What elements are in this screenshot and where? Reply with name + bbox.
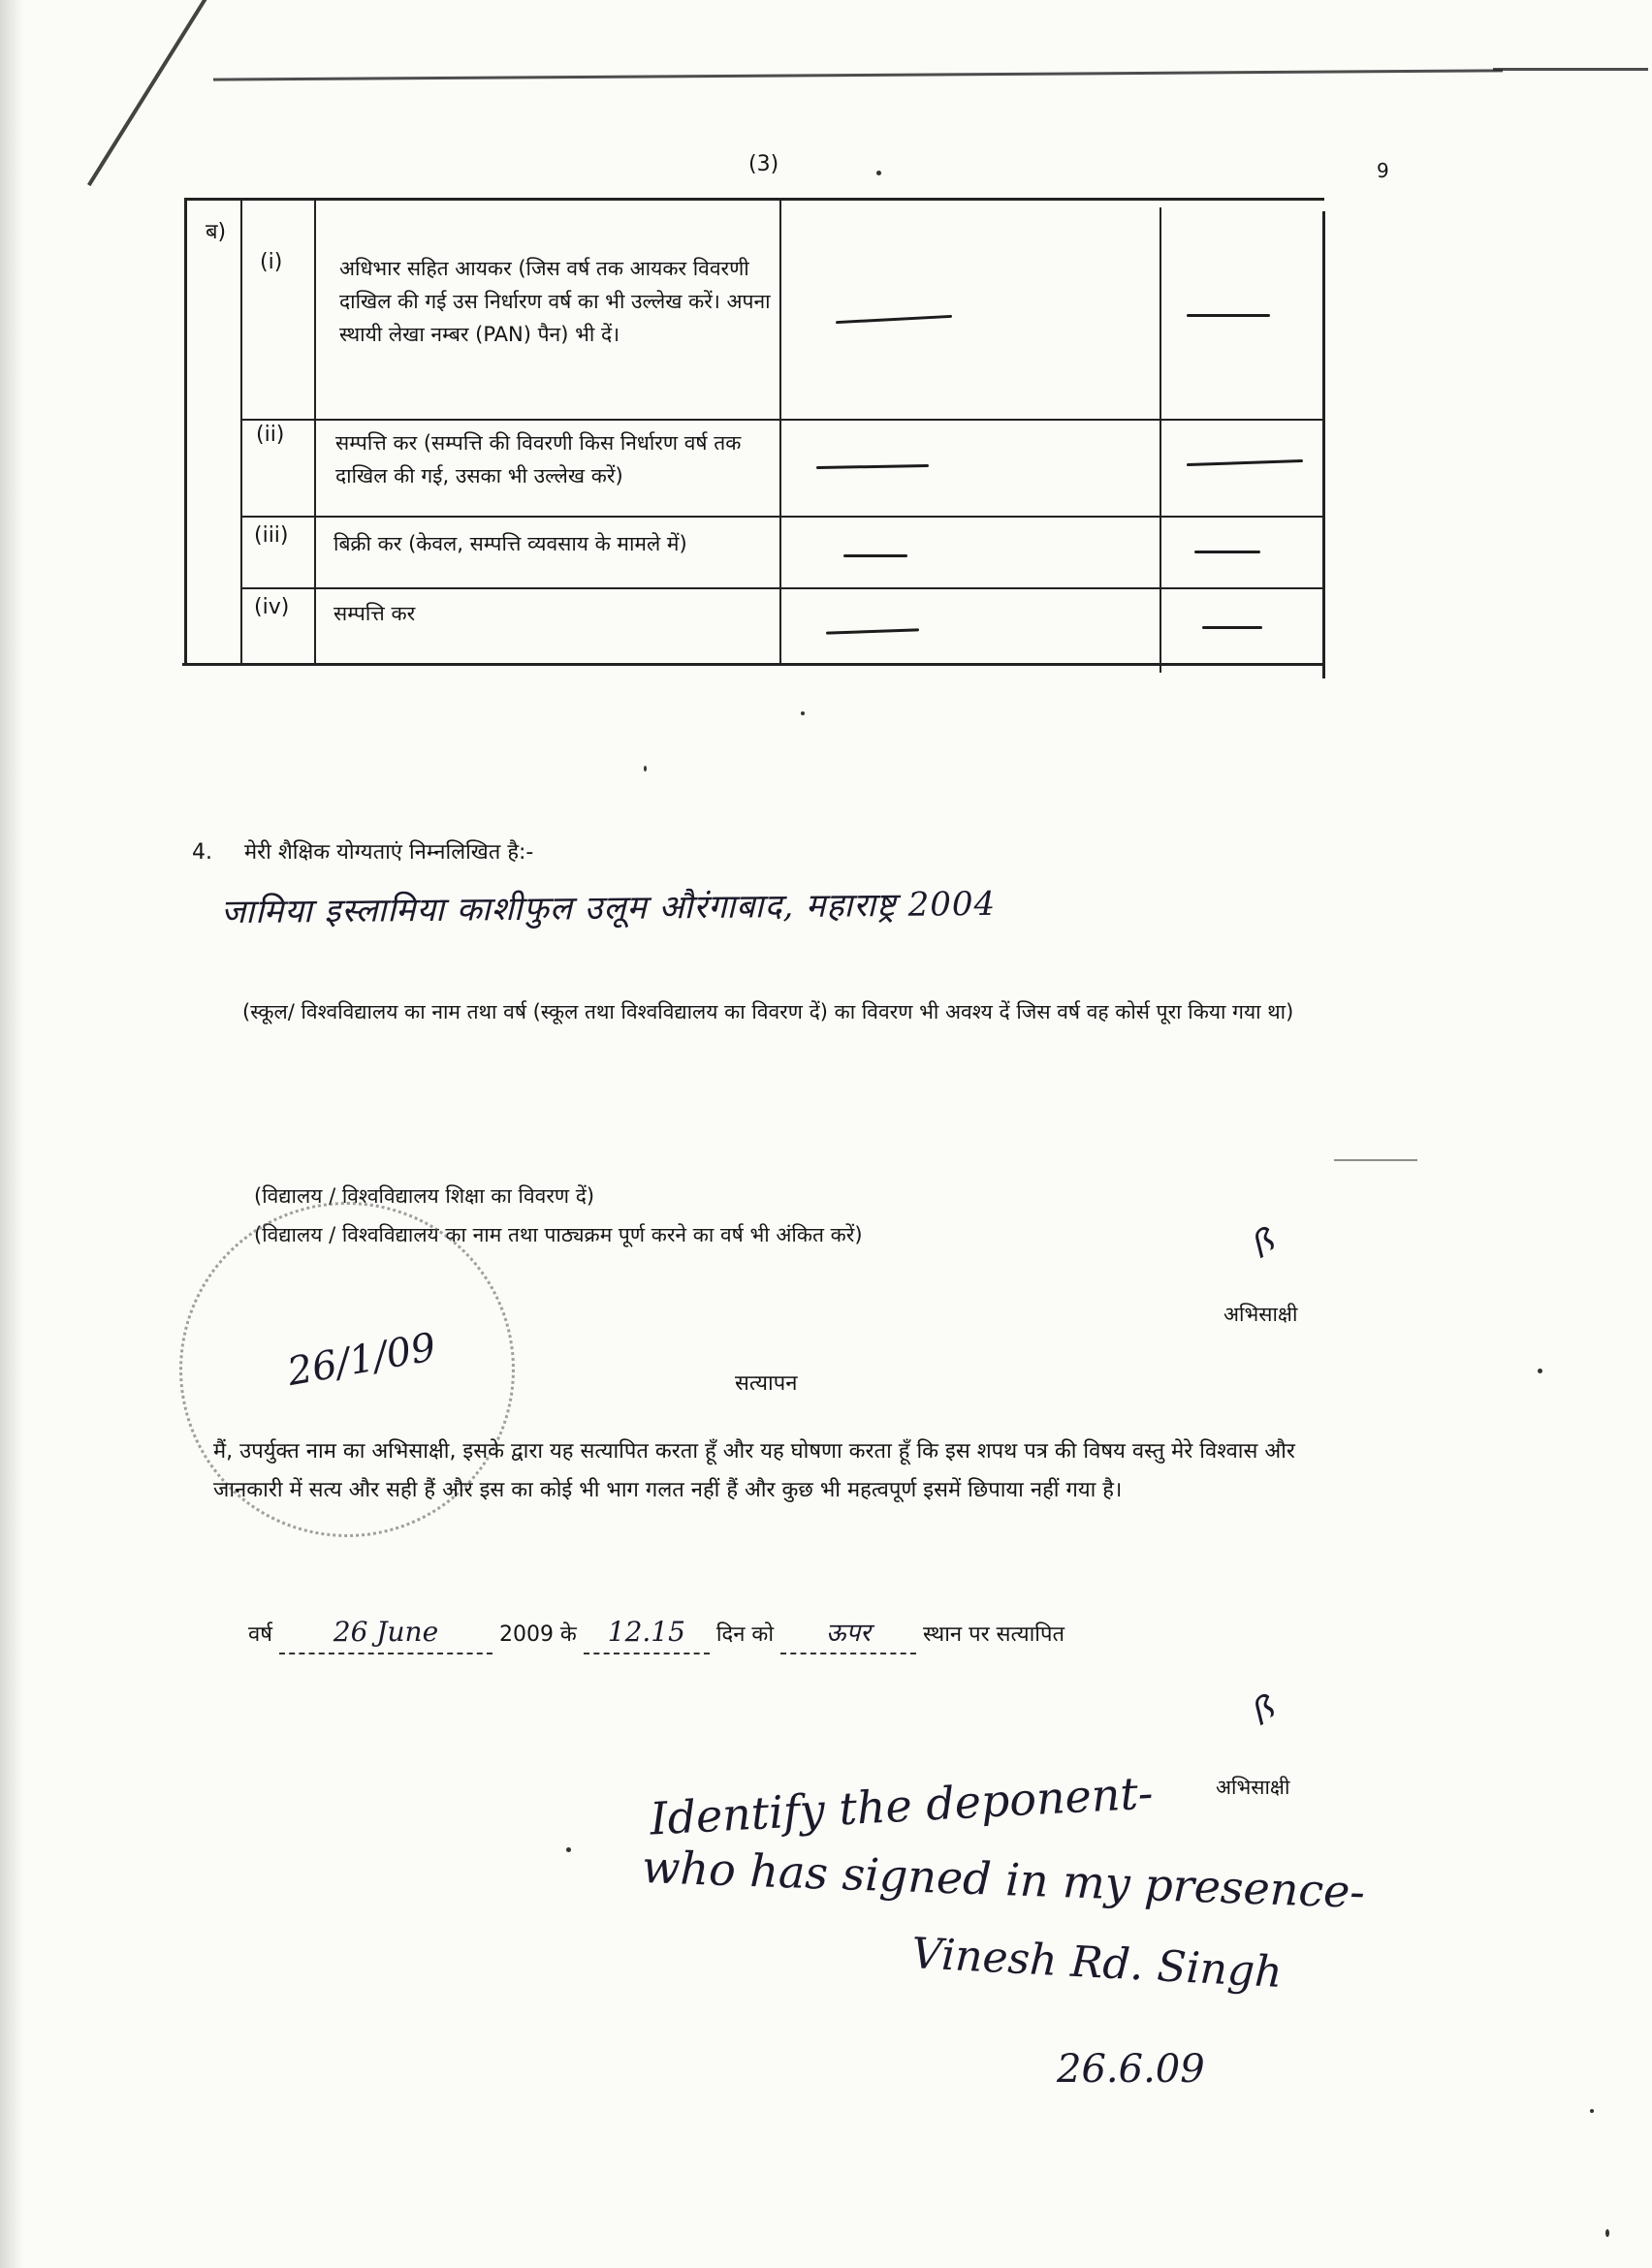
nil-dash bbox=[1194, 551, 1260, 553]
day-label: दिन को bbox=[715, 1622, 775, 1647]
paper-edge-line bbox=[213, 69, 1503, 80]
nil-dash bbox=[1202, 626, 1262, 629]
nil-dash bbox=[1187, 459, 1303, 466]
attestation-line-2: who has signed in my presence- bbox=[641, 1840, 1366, 1919]
table-row-number: (iii) bbox=[254, 523, 289, 548]
stamp-signature-date: 26/1/09 bbox=[284, 1324, 440, 1396]
nil-dash bbox=[836, 315, 952, 324]
place-label: स्थान पर सत्यापित bbox=[923, 1622, 1065, 1647]
education-number: 4. bbox=[192, 840, 212, 865]
deponent-signature-2: ꟗ bbox=[1243, 1688, 1282, 1735]
nil-dash bbox=[826, 628, 919, 634]
day-filled bbox=[584, 1615, 710, 1654]
dotted-mark bbox=[1334, 1159, 1417, 1161]
place-filled bbox=[780, 1616, 916, 1654]
table-row-text: अधिभार सहित आयकर (जिस वर्ष तक आयकर विवरणी दाखिल की गई उस निर्धारण वर्ष का भी उल्लेख करें। अपना स्थायी लेखा नम्बर (PAN) पैन) भी दें। bbox=[339, 257, 771, 346]
table-row-text: सम्पत्ति कर bbox=[334, 602, 416, 625]
date-filled bbox=[279, 1615, 492, 1654]
education-note-3: (विद्यालय / विश्वविद्यालय का नाम तथा पाठ्यक्रम पूर्ण करने का वर्ष भी अंकित करें) bbox=[254, 1223, 863, 1246]
section-label: ब) bbox=[206, 220, 227, 244]
year-prefix: वर्ष bbox=[248, 1622, 272, 1647]
deponent-label-2: अभिसाक्षी bbox=[1216, 1776, 1290, 1799]
table-row-number: (i) bbox=[260, 250, 283, 274]
scan-speck bbox=[1538, 1369, 1542, 1373]
deponent-signature: ꟗ bbox=[1243, 1221, 1282, 1268]
education-handwritten: जामिया इस्लामिया काशीफुल उलूम औरंगाबाद, महाराष्ट्र 2004 bbox=[220, 884, 997, 932]
verification-body: मैं, उपर्युक्त नाम का अभिसाक्षी, इसके द्वारा यह सत्यापित करता हूँ और यह घोषणा करता हूँ कि इस शपथ पत्र की विषय वस्तु मेरे विश्वास और जानकारी में सत्य और सही हैं और इस का कोई भी भाग गलत नहीं हैं और कुछ भी महत्वपूर्ण इसमें छिपाया नहीं गया है। bbox=[213, 1439, 1295, 1502]
scan-speck bbox=[876, 171, 881, 175]
paper-edge-fold bbox=[87, 0, 255, 186]
scan-speck bbox=[566, 1847, 571, 1852]
page-number: (3) bbox=[748, 152, 779, 176]
nil-dash bbox=[1187, 314, 1270, 317]
table-row-text: बिक्री कर (केवल, सम्पत्ति व्यवसाय के मामले में) bbox=[334, 532, 687, 555]
scan-speck bbox=[1605, 2229, 1609, 2237]
place-hand: ऊपर bbox=[826, 1619, 871, 1648]
corner-number: 9 bbox=[1377, 159, 1389, 182]
scan-speck bbox=[1590, 2109, 1594, 2113]
paper-edge-right bbox=[1493, 68, 1648, 71]
year-text: 2009 के bbox=[498, 1622, 577, 1647]
deponent-label: अभिसाक्षी bbox=[1223, 1303, 1298, 1326]
table-row-number: (ii) bbox=[256, 423, 285, 447]
attestation-line-1: Identify the deponent- bbox=[648, 1766, 1155, 1845]
table-row-text: सम्पत्ति कर (सम्पत्ति की विवरणी किस निर्धारण वर्ष तक दाखिल की गई, उसका भी उल्लेख करें) bbox=[335, 431, 742, 488]
date-hand: 26 June bbox=[333, 1616, 439, 1648]
scan-speck bbox=[801, 711, 805, 715]
education-heading: मेरी शैक्षिक योग्यताएं निम्नलिखित है:- bbox=[244, 840, 534, 865]
paper-left-shadow bbox=[0, 0, 23, 2268]
nil-dash bbox=[843, 554, 907, 557]
education-note-1: (स्कूल/ विश्वविद्यालय का नाम तथा वर्ष (स्कूल तथा विश्वविद्यालय का विवरण दें) का विवरण भी अवश्य दें जिस वर्ष वह कोर्स पूरा किया गया था) bbox=[242, 1000, 1294, 1024]
attestation-signature: Vinesh Rd. Singh bbox=[909, 1929, 1284, 1998]
day-hand: 12.15 bbox=[607, 1616, 685, 1648]
attestation-date: 26.6.09 bbox=[1057, 2047, 1205, 2092]
verification-title: सत्यापन bbox=[735, 1371, 798, 1396]
education-note-2: (विद्यालय / विश्वविद्यालय शिक्षा का विवरण दें) bbox=[254, 1184, 595, 1208]
verification-date-line bbox=[248, 1615, 1064, 1654]
table-row-number: (iv) bbox=[254, 595, 290, 619]
nil-dash bbox=[816, 464, 929, 469]
scan-speck bbox=[644, 766, 647, 772]
